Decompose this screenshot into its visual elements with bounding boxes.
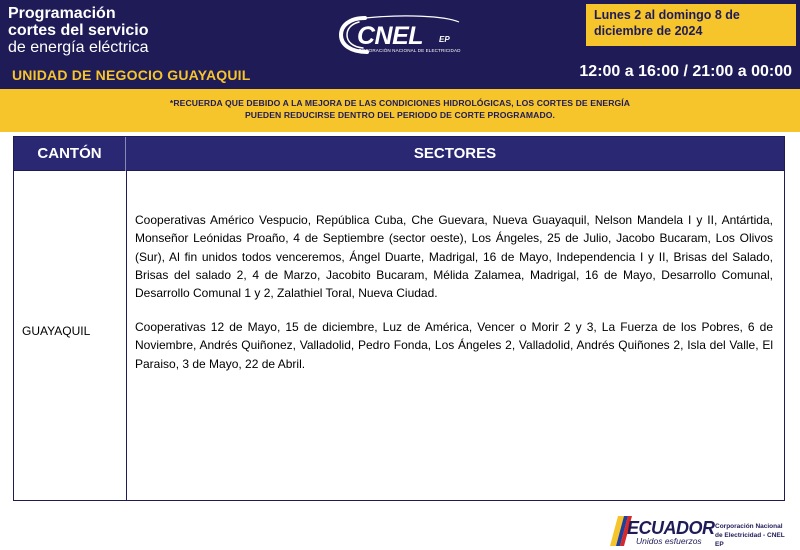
cnel-logo-text: CNEL	[357, 22, 424, 50]
cnel-logo	[335, 12, 465, 58]
sectores-paragraph-1: Cooperativas Américo Vespucio, República Cuba, Che Guevara, Nueva Guayaquil, Nelson Mandela I y II, Antártida, Monseñor Leónidas Proaño, 4 de Septiembre (sector oeste), Los Ángeles, 25 de Julio, Jacobo Bucaram, Los Olivos (Sur), Al fin unidos todos venceremos, Ángel Duarte, Madrigal, 16 de Mayo, Independencia I y II, Brisas del Salado, Brisas del salado 2, 4 de Marzo, Jacobito Bucaram, Mélida Zalamea, Madrigal, 16 de Mayo, Desarrollo Comunal, Desarrollo Comunal 1 y 2, Zalathiel Toral, Nueva Ciudad.	[135, 213, 773, 301]
notice-line-2: PUEDEN REDUCIRSE DENTRO DEL PERIODO DE CORTE PROGRAMADO.	[244, 110, 556, 120]
date-line-1: Lunes 2 al domingo 8 de	[594, 8, 740, 22]
header-bar	[0, 0, 800, 89]
column-divider	[126, 171, 127, 500]
cnel-logo-subtitle: CORPORACIÓN NACIONAL DE ELECTRICIDAD	[355, 48, 461, 53]
table-header	[14, 137, 784, 171]
date-range-box	[586, 4, 796, 46]
sectores-paragraph-2: Cooperativas 12 de Mayo, 15 de diciembre, Luz de América, Vencer o Morir 2 y 3, La Fuerza de los Pobres, 6 de Noviembre, Andrés Quiñonez, Valladolid, Pedro Fonda, Los Ángeles 2, Valladolid, Andrés Quiñones 2, Isla del Valle, El Paraiso, 3 de Mayo, 22 de Abril.	[135, 320, 773, 371]
ecuador-tagline: Unidos esfuerzos	[636, 536, 702, 546]
table-row-sectores-cell	[135, 171, 775, 500]
schedule-table	[13, 136, 785, 501]
column-header-sectores: SECTORES	[413, 145, 497, 162]
title-line-1: Programación	[8, 5, 116, 22]
column-header-canton: CANTÓN	[14, 137, 126, 171]
program-title	[8, 6, 149, 57]
ecuador-brand: ECUADOR	[627, 518, 715, 538]
corp-line-2: de Electricidad - CNEL EP	[715, 532, 785, 548]
cnel-logo-suffix: EP	[439, 35, 450, 44]
corporation-name	[715, 522, 795, 549]
corp-line-1: Corporación Nacional	[715, 523, 783, 530]
outage-hours: 12:00 a 16:00 / 21:00 a 00:00	[579, 63, 792, 80]
title-line-3: de energía eléctrica	[8, 39, 149, 56]
title-line-2: cortes del servicio	[8, 22, 149, 39]
notice-line-1: *RECUERDA QUE DEBIDO A LA MEJORA DE LAS CONDICIONES HIDROLÓGICAS, LOS CORTES DE ENERGÍA	[169, 98, 631, 108]
business-unit-label: UNIDAD DE NEGOCIO GUAYAQUIL	[12, 67, 251, 83]
notice-banner	[0, 89, 800, 132]
table-row-canton-cell	[14, 171, 126, 500]
footer-logos	[610, 514, 795, 548]
date-line-2: diciembre de 2024	[594, 24, 703, 38]
canton-name: GUAYAQUIL	[22, 324, 91, 338]
